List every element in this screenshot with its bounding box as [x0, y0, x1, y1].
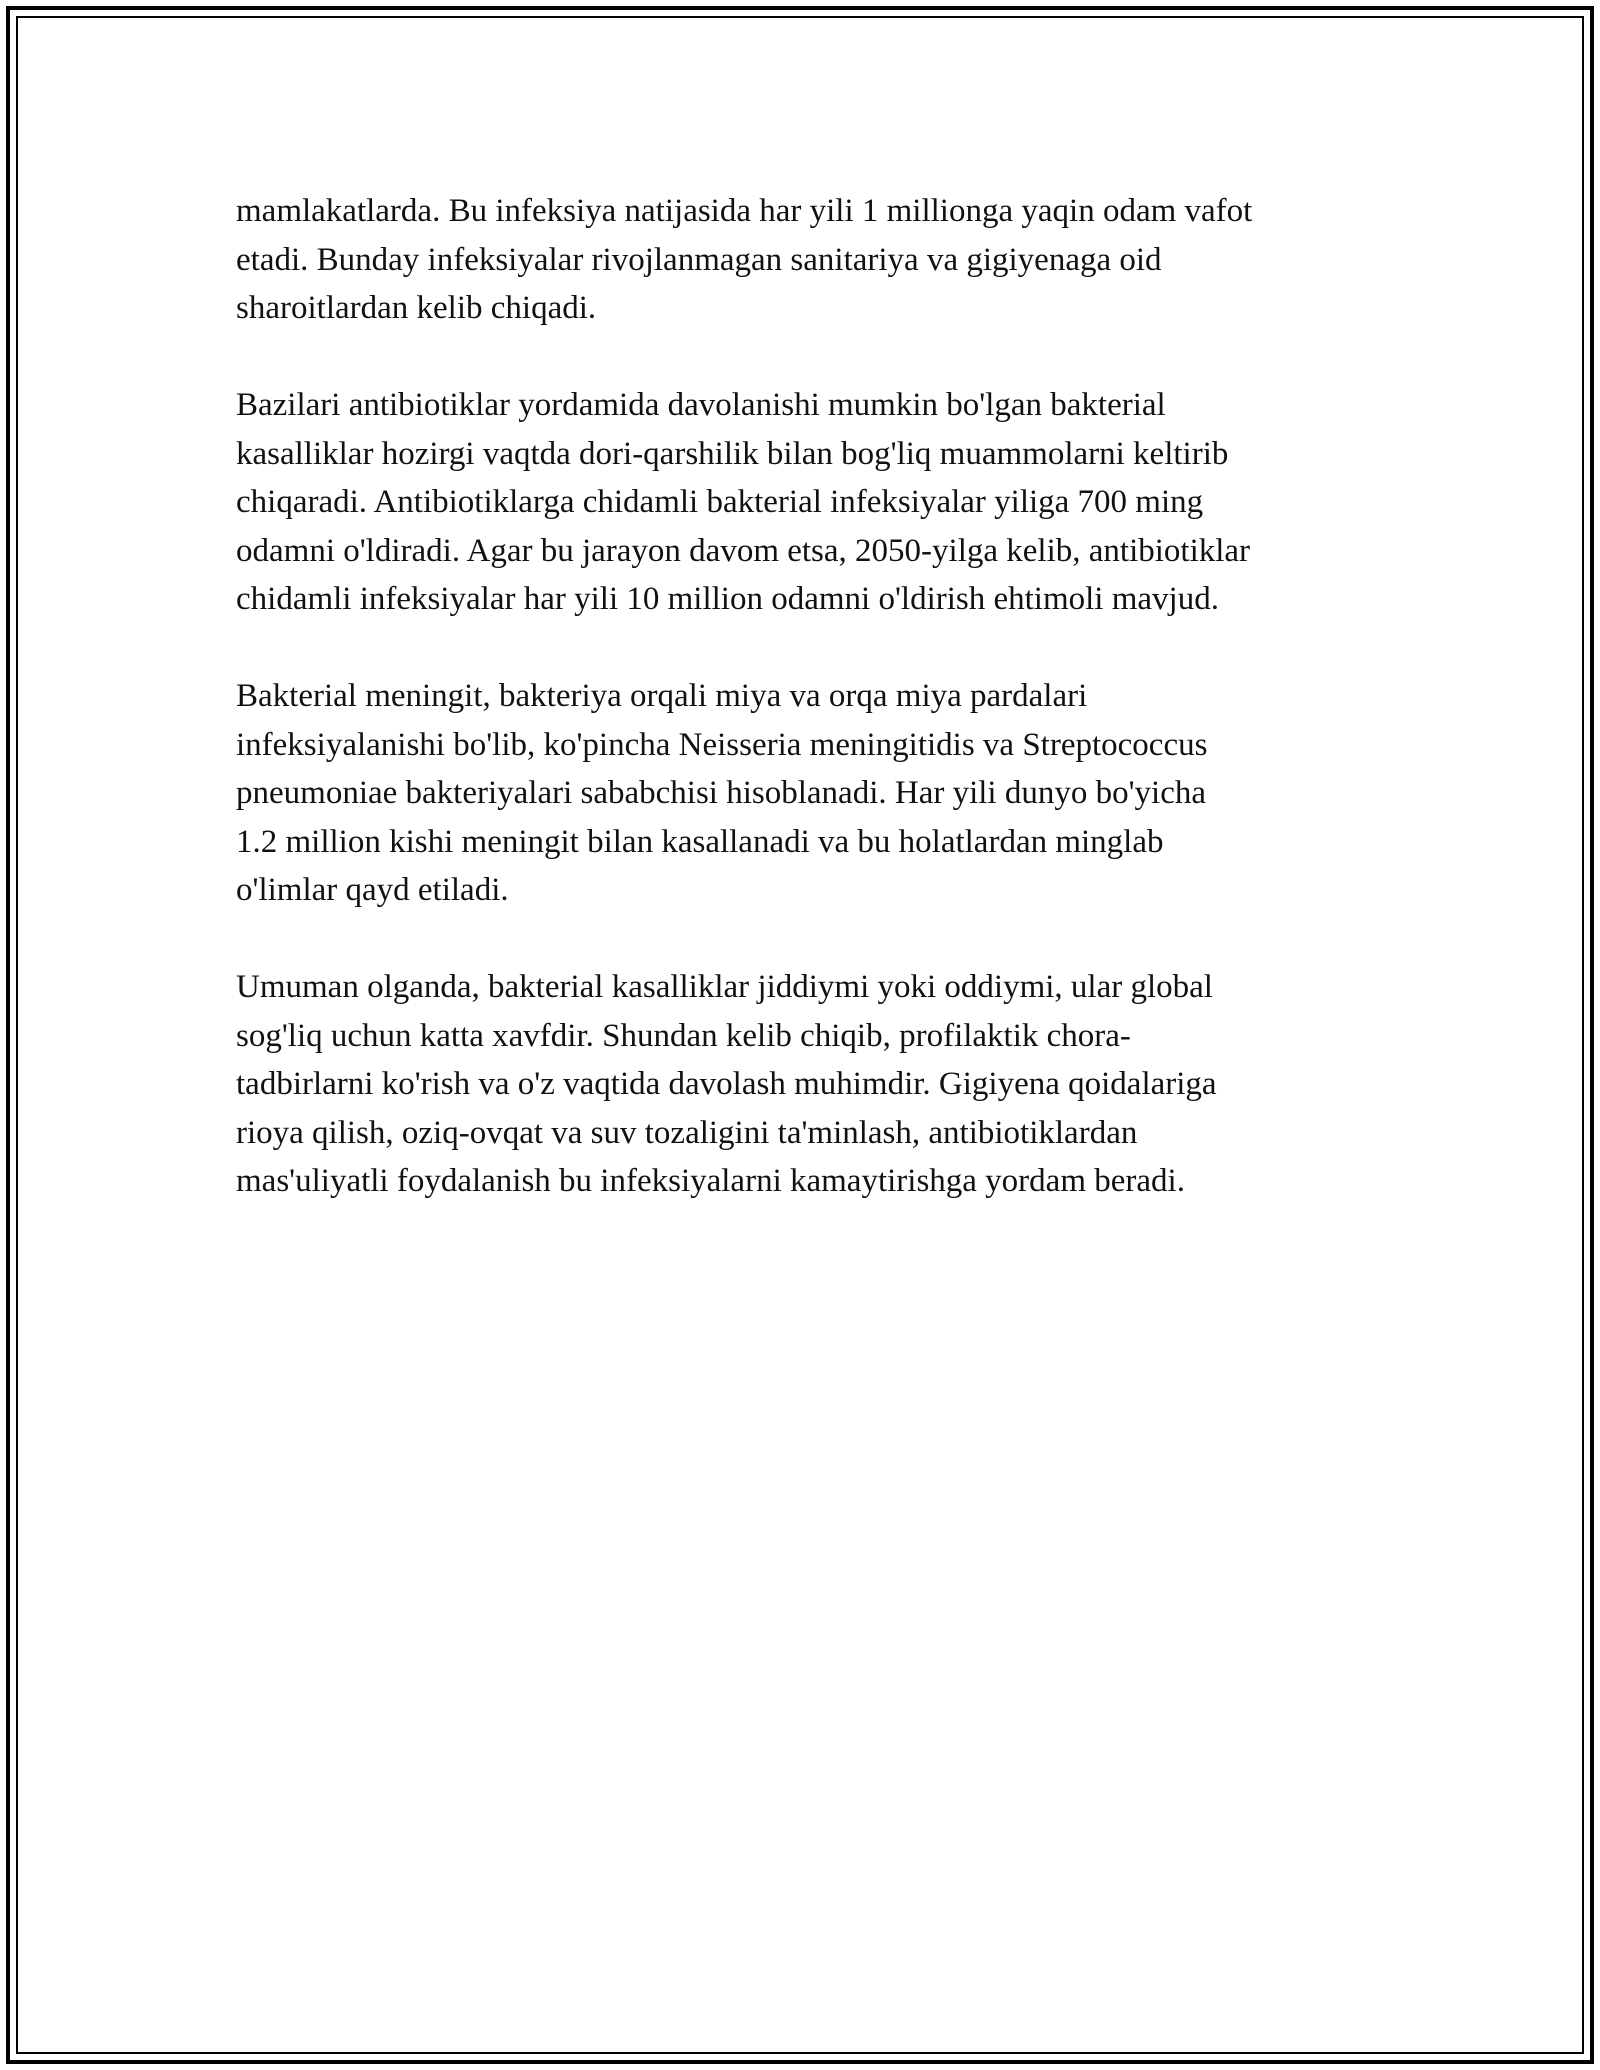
text-line: sog'liq uchun katta xavfdir. Shundan kelib chiqib, profilaktik chora-	[236, 1017, 1131, 1054]
text-line: mamlakatlarda. Bu infeksiya natijasida har yili 1 millionga yaqin odam vafot	[236, 193, 1253, 229]
paragraph-4	[236, 963, 1386, 1206]
text-line: chiqaradi. Antibiotiklarga chidamli bakterial infeksiyalar yiliga 700 ming	[236, 484, 1204, 520]
text-line: chidamli infeksiyalar har yili 10 million odamni o'ldirish ehtimoli mavjud.	[236, 581, 1219, 617]
text-line: mas'uliyatli foydalanish bu infeksiyalarni kamaytirishga yordam beradi.	[236, 1163, 1185, 1199]
paragraph-1	[236, 187, 1386, 333]
text-line: kasalliklar hozirgi vaqtda dori-qarshilik bilan bog'liq muammolarni keltirib	[236, 435, 1229, 472]
text-line: sharoitlardan kelib chiqadi.	[236, 290, 597, 326]
text-line: 1.2 million kishi meningit bilan kasallanadi va bu holatlardan minglab	[236, 823, 1164, 860]
text-line: Umuman olganda, bakterial kasalliklar jiddiymi yoki oddiymi, ular global	[236, 969, 1213, 1005]
text-line: tadbirlarni ko'rish va o'z vaqtida davolash muhimdir. Gigiyena qoidalariga	[236, 1066, 1217, 1102]
text-line: Bakterial meningit, bakteriya orqali miya va orqa miya pardalari	[236, 678, 1088, 714]
document-body	[236, 187, 1386, 1254]
text-line: odamni o'ldiradi. Agar bu jarayon davom etsa, 2050-yilga kelib, antibiotiklar	[236, 532, 1251, 569]
text-line: o'limlar qayd etiladi.	[236, 872, 509, 908]
text-line: pneumoniae bakteriyalari sababchisi hisoblanadi. Har yili dunyo bo'yicha	[236, 775, 1207, 811]
paragraph-2	[236, 381, 1386, 624]
text-line: infeksiyalanishi bo'lib, ko'pincha Neisseria meningitidis va Streptococcus	[236, 726, 1208, 763]
text-line: Bazilari antibiotiklar yordamida davolanishi mumkin bo'lgan bakterial	[236, 387, 1166, 423]
paragraph-3	[236, 672, 1386, 915]
text-line: etadi. Bunday infeksiyalar rivojlanmagan sanitariya va gigiyenaga oid	[236, 241, 1162, 278]
text-line: rioya qilish, oziq-ovqat va suv tozaligini ta'minlash, antibiotiklardan	[236, 1114, 1138, 1151]
